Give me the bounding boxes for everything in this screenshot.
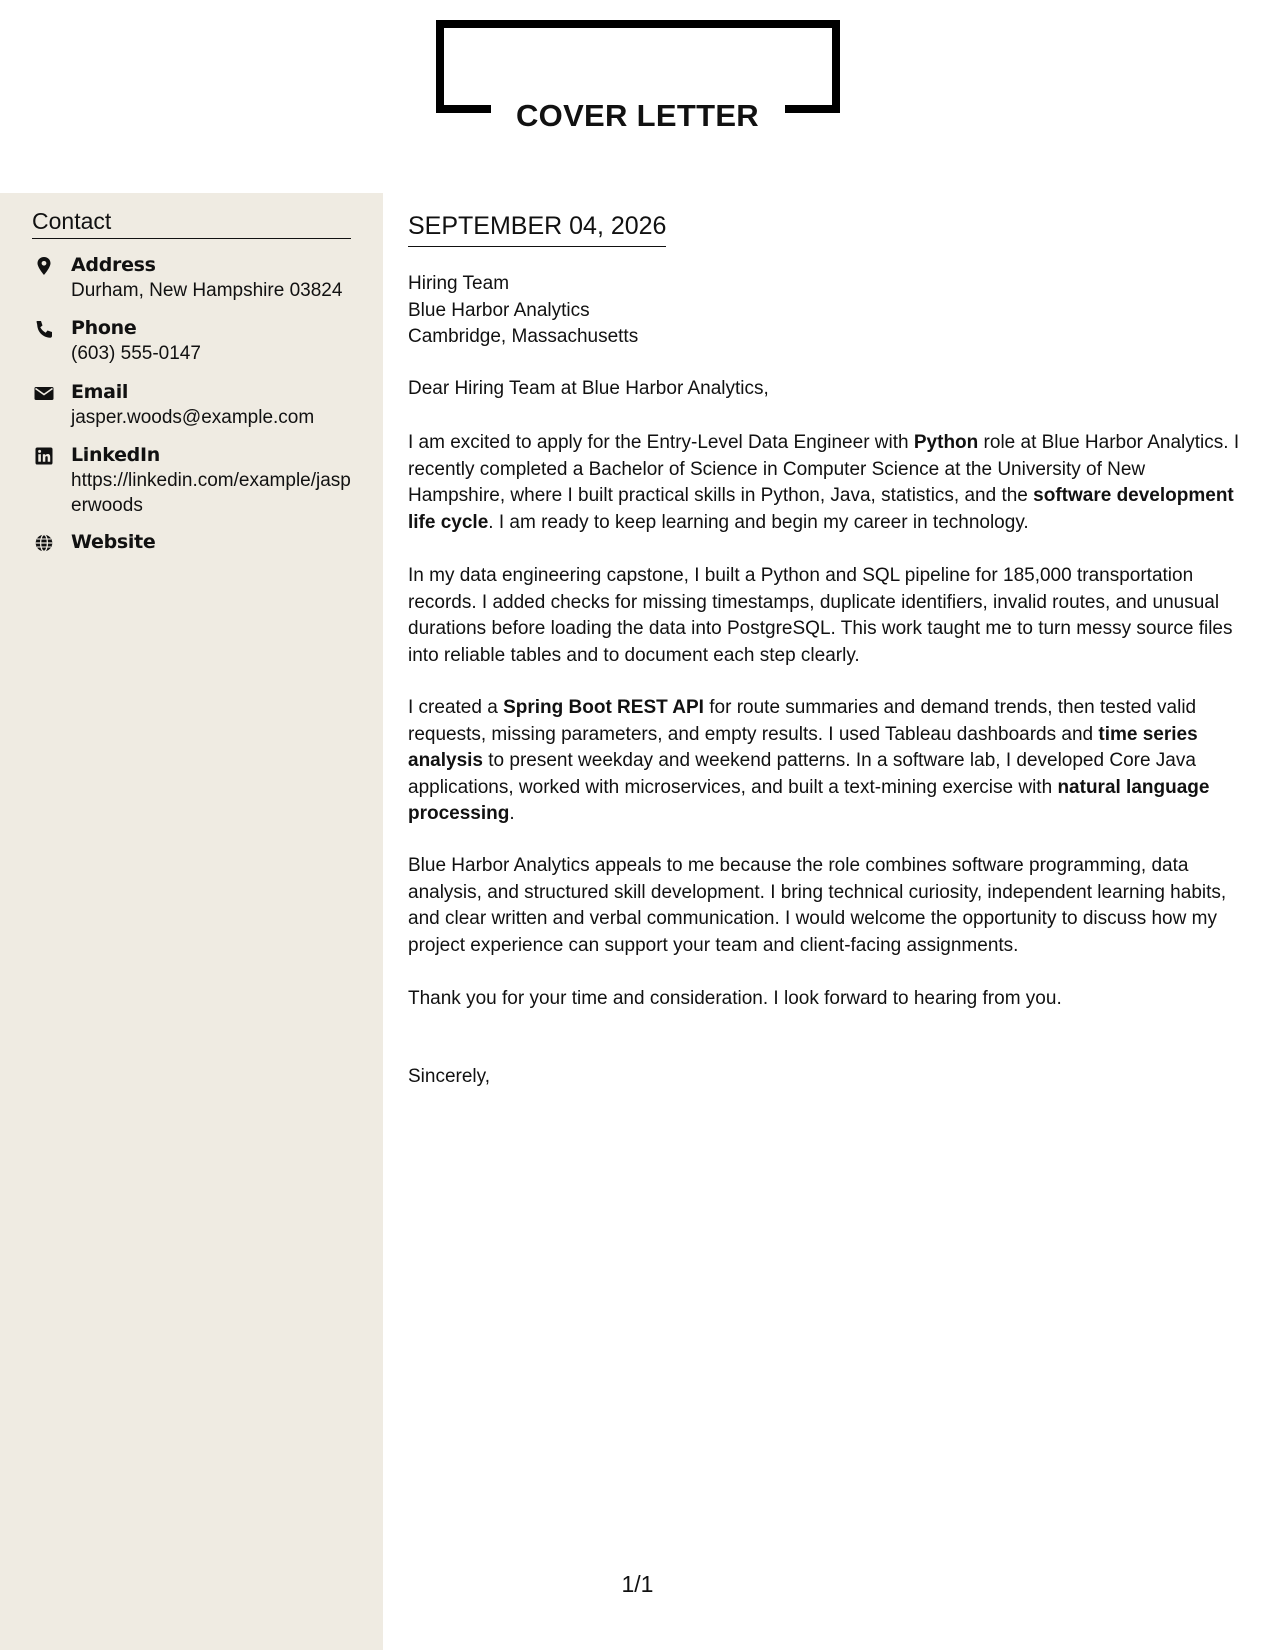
emphasis-text: Python [913,432,979,453]
letter-date: SEPTEMBER 04, 2026 [408,212,666,247]
body-paragraph [408,563,1243,669]
recipient-line: Blue Harbor Analytics [408,299,590,321]
header [0,0,1275,193]
email-value[interactable]: jasper.woods@example.com [71,407,315,428]
emphasis-text: natural language processing [408,776,1210,824]
salutation: Dear Hiring Team at Blue Harbor Analytics, [408,378,769,399]
contact-heading: Contact [32,208,351,239]
website-label: Website [71,531,156,553]
body-text: for route summaries and demand trends, then tested valid requests, missing parameters, and empty results. I used Tableau dashboards and [408,697,1197,745]
page-title: COVER LETTER [515,98,759,133]
body-text: . [509,803,515,824]
location-pin-icon [32,256,56,276]
recipient-line: Hiring Team [408,273,510,294]
emphasis-text: software development life cycle [408,485,1234,533]
page-number: 1/1 [621,1571,654,1597]
body-text: to present weekday and weekend patterns. In a software lab, I developed Core Java applications, worked with microservices, and built a text-mining exercise with [408,750,1196,798]
address-value: Durham, New Hampshire 03824 [71,280,343,301]
recipient-block [408,271,638,351]
body-text: . I am ready to keep learning and begin my career in technology. [488,511,1029,533]
body-text: Blue Harbor Analytics appeals to me because the role combines software programming, data analysis, and structured skill development. I bring technical curiosity, independent learning habits, and clear written and verbal communication. I would welcome the opportunity to discuss how my project experience can support your team and client-facing assignments. [408,855,1227,956]
body-text: role at Blue Harbor Analytics. I recently completed a Bachelor of Science in Computer Science at the University of New Hampshire, where I built practical skills in Python, Java, statistics, and the [408,432,1240,506]
emphasis-text: time series analysis [408,723,1198,771]
linkedin-icon [32,446,56,466]
body-paragraph [408,986,1243,1013]
body-text: I created a [408,697,504,718]
signoff: Sincerely, [408,1066,491,1087]
body-paragraph [408,853,1243,959]
body-text: In my data engineering capstone, I built a Python and SQL pipeline for 185,000 transportation records. I added checks for missing timestamps, duplicate identifiers, invalid routes, and unusual durations before loading the data into PostgreSQL. This work taught me to turn messy source files into reliable tables and to document each step clearly. [408,565,1233,666]
recipient-line: Cambridge, Massachusetts [408,326,639,347]
phone-value: (603) 555-0147 [71,343,201,364]
email-label: Email [71,381,129,403]
address-label: Address [71,254,156,276]
phone-icon [32,319,56,339]
body-text: I am excited to apply for the Entry-Level Data Engineer with [408,432,914,453]
linkedin-label: LinkedIn [71,444,160,466]
body-text: Thank you for your time and consideration. I look forward to hearing from you. [408,988,1062,1009]
linkedin-value[interactable]: https://linkedin.com/example/jasperwoods [71,470,351,516]
emphasis-text: Spring Boot REST API [503,697,704,718]
body-paragraph [408,430,1243,536]
globe-icon [32,533,56,553]
body-paragraph [408,695,1243,828]
envelope-icon [32,383,56,403]
phone-label: Phone [71,317,137,339]
